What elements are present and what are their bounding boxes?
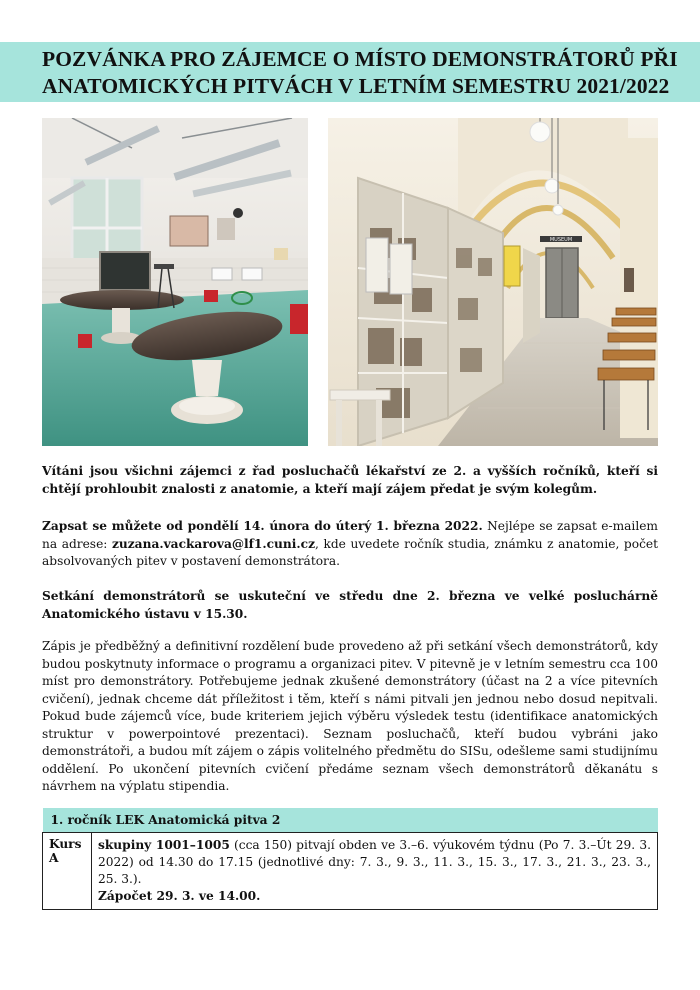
course-detail: (cca 150) pitvají obden ve 3.–6. výukovém týdnu (Po 7. 3.–Út 29. 3. 2022) od 14.30 do 17.15 (jednotlivé dny: 7. 3., 9. 3., 11. 3., 15. 3., 17. 3., 21. 3., 23. 3., 25. 3.). bbox=[98, 838, 651, 886]
meeting-paragraph: Setkání demonstrátorů se uskuteční ve středu dne 2. března ve velké posluchárně Anatomického ústavu v 15.30. bbox=[42, 589, 658, 621]
page-title bbox=[42, 46, 682, 100]
schedule-header-row bbox=[43, 808, 658, 833]
details-paragraph: Zápis je předběžný a definitivní rozdělení bude provedeno až při setkání všech demonstrátorů, kdy budou poskytnuty informace o programu a organizaci pitev. V pitevně je v letním semestru cca 100 míst pro demonstrátory. Potřebujeme jednak zkušené demonstrátory (účast na 2 a více pitevních cvičení), jednak chceme dát příležitost i těm, kteří s námi pitvali jen jednou nebo dosud nepitvali. Pokud bude zájemců více, bude kriteriem jejich výběru výsledek testu (identifikace anatomických struktur v powerpointové prezentaci). Seznam posluchačů, kteří budou vybráni jako demonstrátoři, a budou mít zájem o zápis volitelného předmětu do SISu, odešleme sami studijnímu oddělení. Po ukončení pitevních cvičení předáme seznam všech demonstrátorů děkanátu s návrhem na výplatu stipendia. bbox=[42, 639, 658, 793]
registration-text-1: Nejlépe se zapsat e-mailem na adrese: bbox=[42, 519, 658, 551]
museum-sign-text: MUSEUM bbox=[549, 237, 573, 243]
contact-email: zuzana.vackarova@lf1.cuni.cz bbox=[111, 536, 315, 551]
table-row bbox=[43, 833, 658, 910]
schedule-header: 1. ročník LEK Anatomická pitva 2 bbox=[43, 808, 658, 833]
dissection-hall-photo bbox=[42, 118, 308, 446]
title-line-1: POZVÁNKA PRO ZÁJEMCE O MÍSTO DEMONSTRÁTORŮ PŘI bbox=[42, 47, 678, 71]
museum-corridor-photo bbox=[328, 118, 658, 446]
course-description bbox=[92, 833, 658, 910]
schedule-table bbox=[42, 808, 658, 910]
registration-text-2: , kde uvedete ročník studia, známku z anatomie, počet absolvovaných pitev v postavení demonstrátora. bbox=[42, 536, 659, 568]
course-credit: Zápočet 29. 3. ve 14.00. bbox=[98, 889, 261, 903]
registration-paragraph bbox=[42, 518, 658, 571]
intro-paragraph: Vítáni jsou všichni zájemci z řad posluchačů lékařství ze 2. a vyšších ročníků, kteří si chtějí prohloubit znalosti z anatomie, a kteří mají zájem předat je svým kolegům. bbox=[42, 464, 658, 496]
course-label: Kurs A bbox=[43, 833, 92, 910]
course-groups: skupiny 1001–1005 bbox=[98, 838, 230, 852]
title-line-2: ANATOMICKÝCH PITVÁCH V LETNÍM SEMESTRU 2021/2022 bbox=[42, 74, 670, 98]
title-band bbox=[0, 42, 700, 102]
registration-dates: Zapsat se můžete od pondělí 14. února do úterý 1. března 2022. bbox=[42, 519, 483, 533]
